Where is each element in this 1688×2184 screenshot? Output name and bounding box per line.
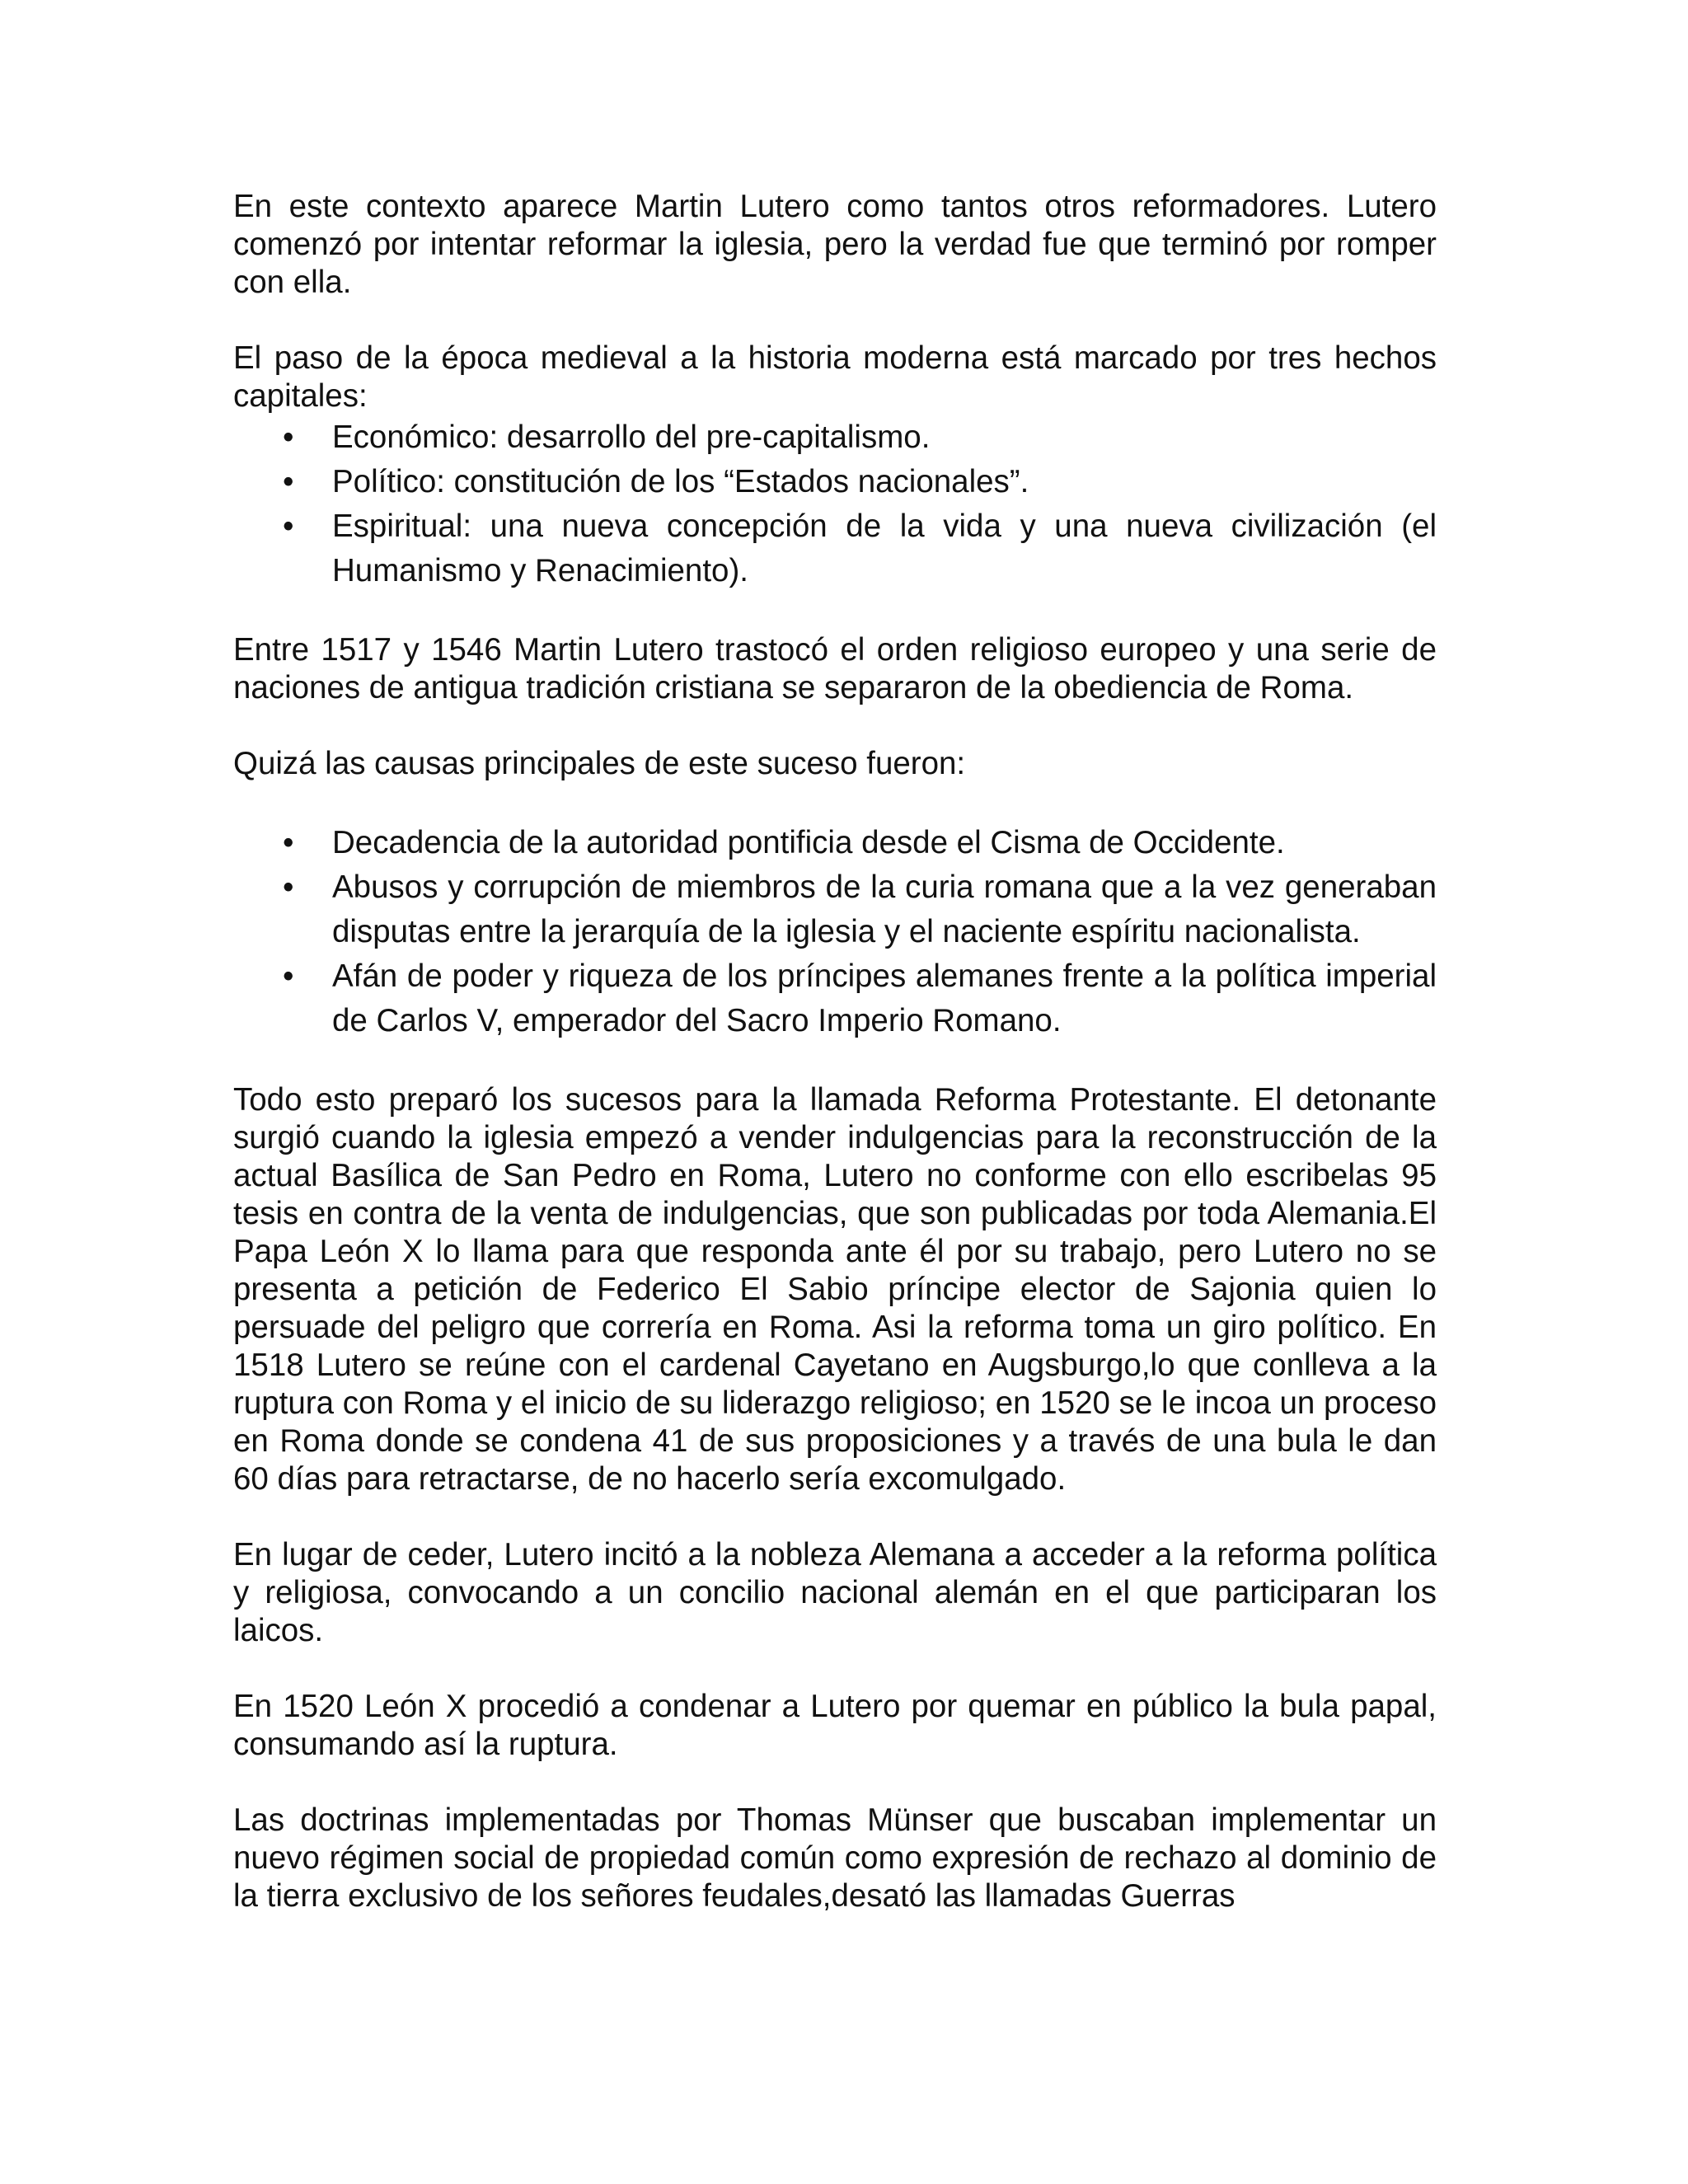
list-item bbox=[233, 504, 1437, 593]
list-item-text: Económico: desarrollo del pre-capitalismo. bbox=[332, 419, 931, 455]
paragraph-thomas-munser: Las doctrinas implementadas por Thomas Münser que buscaban implementar un nuevo régimen social de propiedad común como expresión de rechazo al dominio de la tierra exclusivo de los señores feudales,desató las llamadas Guerras bbox=[233, 1802, 1437, 1914]
list-item bbox=[233, 460, 1437, 504]
paragraph-causas: Quizá las causas principales de este suceso fueron: bbox=[233, 746, 966, 781]
bullet-icon: • bbox=[283, 464, 294, 499]
document-page bbox=[233, 188, 1437, 1915]
bullet-icon: • bbox=[283, 509, 294, 544]
paragraph-nobleza-alemana: En lugar de ceder, Lutero incitó a la nobleza Alemana a acceder a la reforma política y religiosa, convocando a un concilio nacional alemán en el que participaran los laicos. bbox=[233, 1537, 1437, 1648]
list-hechos-capitales bbox=[233, 415, 1437, 593]
list-item-text: Espiritual: una nueva concepción de la vida y una nueva civilización (el Humanismo y Renacimiento). bbox=[332, 509, 1437, 588]
list-item-text: Afán de poder y riqueza de los príncipes alemanes frente a la política imperial de Carlos V, emperador del Sacro Imperio Romano. bbox=[332, 958, 1437, 1038]
list-item-text: Político: constitución de los “Estados nacionales”. bbox=[332, 464, 1029, 499]
bullet-icon: • bbox=[283, 419, 294, 455]
bullet-icon: • bbox=[283, 825, 294, 860]
list-item-text: Decadencia de la autoridad pontificia desde el Cisma de Occidente. bbox=[332, 825, 1285, 860]
paragraph-condena-lutero: En 1520 León X procedió a condenar a Lutero por quemar en público la bula papal, consumando así la ruptura. bbox=[233, 1689, 1437, 1762]
list-item-text: Abusos y corrupción de miembros de la curia romana que a la vez generaban disputas entre la jerarquía de la iglesia y el naciente espíritu nacionalista. bbox=[332, 869, 1437, 949]
list-causas bbox=[233, 821, 1437, 1043]
paragraph-orden-religioso: Entre 1517 y 1546 Martin Lutero trastocó el orden religioso europeo y una serie de naciones de antigua tradición cristiana se separaron de la obediencia de Roma. bbox=[233, 632, 1437, 705]
paragraph-lutero-intro: En este contexto aparece Martin Lutero como tantos otros reformadores. Lutero comenzó por intentar reformar la iglesia, pero la verdad fue que terminó por romper con ella. bbox=[233, 189, 1437, 300]
bullet-icon: • bbox=[283, 869, 294, 905]
list-item bbox=[233, 821, 1437, 865]
paragraph-hechos-capitales: El paso de la época medieval a la historia moderna está marcado por tres hechos capitales: bbox=[233, 340, 1437, 414]
list-item bbox=[233, 865, 1437, 954]
bullet-icon: • bbox=[283, 958, 294, 994]
paragraph-reforma-protestante: Todo esto preparó los sucesos para la llamada Reforma Protestante. El detonante surgió cuando la iglesia empezó a vender indulgencias para la reconstrucción de la actual Basílica de San Pedro en Roma, Lutero no conforme con ello escribelas 95 tesis en contra de la venta de indulgencias, que son publicadas por toda Alemania.El Papa León X lo llama para que responda ante él por su trabajo, pero Lutero no se presenta a petición de Federico El Sabio príncipe elector de Sajonia quien lo persuade del peligro que correría en Roma. Asi la reforma toma un giro político. En 1518 Lutero se reúne con el cardenal Cayetano en Augsburgo,lo que conlleva a la ruptura con Roma y el inicio de su liderazgo religioso; en 1520 se le incoa un proceso en Roma donde se condena 41 de sus proposiciones y a través de una bula le dan 60 días para retractarse, de no hacerlo sería excomulgado. bbox=[233, 1082, 1437, 1497]
list-item bbox=[233, 415, 1437, 460]
list-item bbox=[233, 954, 1437, 1043]
